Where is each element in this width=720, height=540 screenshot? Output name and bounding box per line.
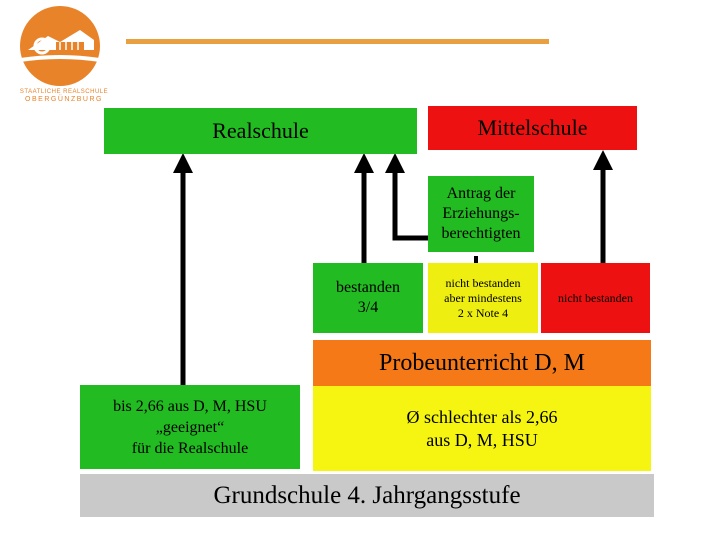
nicht-bestanden-box — [541, 263, 650, 333]
bestanden-line-1: bestanden — [336, 279, 400, 296]
logo-tagline-top: STAATLICHE REALSCHULE — [19, 89, 109, 95]
nicht-bestanden-label: nicht bestanden — [558, 290, 633, 305]
antrag-line-2: Erziehungs- — [442, 205, 520, 222]
geeignet-box — [80, 385, 300, 469]
geeignet-line-1: bis 2,66 aus D, M, HSU — [113, 397, 267, 415]
bestanden-box — [313, 263, 423, 333]
geeignet-line-3: für die Realschule — [131, 439, 249, 457]
antrag-box — [428, 176, 534, 252]
probeunterricht-box — [313, 340, 651, 386]
logo-tagline-bottom: OBERGÜNZBURG — [25, 96, 103, 103]
geeignet-line-2: „geeignet“ — [155, 418, 225, 436]
schlechter-line-1: Ø schlechter als 2,66 — [406, 406, 558, 427]
mittelschule-box — [428, 106, 637, 150]
schlechter-box — [313, 386, 651, 471]
arrow-antrag-to-realschule — [395, 163, 428, 238]
probeunterricht-label: Probeunterricht D, M — [379, 349, 585, 376]
nicht-aber-line-3: 2 x Note 4 — [457, 305, 509, 320]
realschule-box — [104, 108, 417, 154]
nicht-bestanden-aber-box — [428, 263, 538, 333]
bestanden-line-2: 3/4 — [357, 299, 379, 316]
nicht-aber-line-1: nicht bestanden — [445, 275, 521, 290]
grundschule-box — [80, 474, 654, 517]
schlechter-line-2: aus D, M, HSU — [426, 429, 538, 450]
antrag-line-1: Antrag der — [446, 185, 516, 202]
nicht-aber-line-2: aber mindestens — [444, 290, 522, 305]
antrag-line-3: berechtigten — [441, 225, 521, 242]
mittelschule-label: Mittelschule — [477, 115, 588, 140]
grundschule-label: Grundschule 4. Jahrgangsstufe — [213, 481, 521, 509]
realschule-label: Realschule — [212, 118, 309, 143]
